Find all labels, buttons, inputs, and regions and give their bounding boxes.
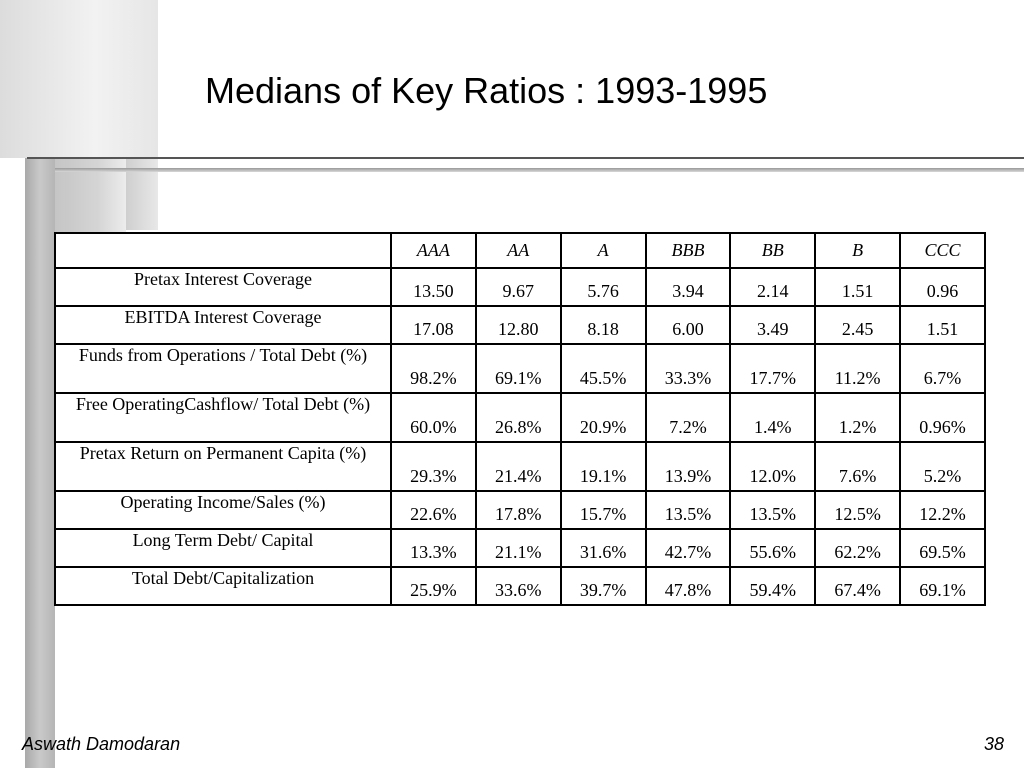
header-corner-cell <box>55 233 391 268</box>
decor-bar-left <box>25 158 55 768</box>
table-cell: 25.9% <box>391 567 476 605</box>
table-cell: 0.96% <box>900 393 985 442</box>
table-cell: 2.14 <box>730 268 815 306</box>
table-cell: 1.51 <box>815 268 900 306</box>
table-cell: 19.1% <box>561 442 646 491</box>
table-cell: 62.2% <box>815 529 900 567</box>
table-cell: 67.4% <box>815 567 900 605</box>
table-cell: 17.08 <box>391 306 476 344</box>
row-label: Total Debt/Capitalization <box>55 567 391 605</box>
table-cell: 7.6% <box>815 442 900 491</box>
table-cell: 13.5% <box>730 491 815 529</box>
table-cell: 69.5% <box>900 529 985 567</box>
table-row <box>55 268 985 306</box>
table-cell: 98.2% <box>391 344 476 393</box>
table-cell: 21.4% <box>476 442 561 491</box>
table-cell: 11.2% <box>815 344 900 393</box>
table-cell: 55.6% <box>730 529 815 567</box>
table-cell: 31.6% <box>561 529 646 567</box>
table-cell: 1.2% <box>815 393 900 442</box>
table-cell: 22.6% <box>391 491 476 529</box>
table-cell: 26.8% <box>476 393 561 442</box>
table-row <box>55 567 985 605</box>
column-header: BB <box>730 233 815 268</box>
table-cell: 69.1% <box>900 567 985 605</box>
table-cell: 29.3% <box>391 442 476 491</box>
title-divider <box>27 157 1024 159</box>
row-label: Pretax Return on Permanent Capita (%) <box>55 442 391 491</box>
row-label: Funds from Operations / Total Debt (%) <box>55 344 391 393</box>
table-cell: 39.7% <box>561 567 646 605</box>
table-cell: 13.5% <box>646 491 731 529</box>
table-row <box>55 442 985 491</box>
table-header-row <box>55 233 985 268</box>
table-cell: 3.94 <box>646 268 731 306</box>
table-cell: 13.9% <box>646 442 731 491</box>
table-cell: 7.2% <box>646 393 731 442</box>
table-cell: 47.8% <box>646 567 731 605</box>
table-cell: 33.6% <box>476 567 561 605</box>
table-cell: 1.4% <box>730 393 815 442</box>
table-row <box>55 306 985 344</box>
table-cell: 5.2% <box>900 442 985 491</box>
row-label: Long Term Debt/ Capital <box>55 529 391 567</box>
row-label: Free OperatingCashflow/ Total Debt (%) <box>55 393 391 442</box>
row-label: Operating Income/Sales (%) <box>55 491 391 529</box>
row-label: EBITDA Interest Coverage <box>55 306 391 344</box>
table-cell: 12.0% <box>730 442 815 491</box>
table-row <box>55 344 985 393</box>
table-cell: 12.5% <box>815 491 900 529</box>
footer-author: Aswath Damodaran <box>22 734 181 754</box>
table-cell: 6.00 <box>646 306 731 344</box>
column-header: B <box>815 233 900 268</box>
table-cell: 20.9% <box>561 393 646 442</box>
table-cell: 13.3% <box>391 529 476 567</box>
table-cell: 12.80 <box>476 306 561 344</box>
table-cell: 6.7% <box>900 344 985 393</box>
table-cell: 21.1% <box>476 529 561 567</box>
table-cell: 1.51 <box>900 306 985 344</box>
table-cell: 17.8% <box>476 491 561 529</box>
table-cell: 60.0% <box>391 393 476 442</box>
ratios-table <box>54 232 986 606</box>
table-row <box>55 491 985 529</box>
table-cell: 69.1% <box>476 344 561 393</box>
table-cell: 17.7% <box>730 344 815 393</box>
table-cell: 42.7% <box>646 529 731 567</box>
column-header: BBB <box>646 233 731 268</box>
table-cell: 5.76 <box>561 268 646 306</box>
table-cell: 9.67 <box>476 268 561 306</box>
table-cell: 2.45 <box>815 306 900 344</box>
table-row <box>55 393 985 442</box>
page-number: 38 <box>983 734 1004 754</box>
row-label: Pretax Interest Coverage <box>55 268 391 306</box>
column-header: A <box>561 233 646 268</box>
table-cell: 8.18 <box>561 306 646 344</box>
column-header: CCC <box>900 233 985 268</box>
column-header: AAA <box>391 233 476 268</box>
table-cell: 15.7% <box>561 491 646 529</box>
title-divider-shadow <box>55 168 1024 172</box>
table-row <box>55 529 985 567</box>
table-cell: 33.3% <box>646 344 731 393</box>
slide-title: Medians of Key Ratios : 1993-1995 <box>205 70 768 111</box>
table-cell: 13.50 <box>391 268 476 306</box>
table-cell: 59.4% <box>730 567 815 605</box>
table-cell: 45.5% <box>561 344 646 393</box>
table-cell: 0.96 <box>900 268 985 306</box>
decor-block-top-left <box>0 0 158 158</box>
table-cell: 12.2% <box>900 491 985 529</box>
column-header: AA <box>476 233 561 268</box>
table-cell: 3.49 <box>730 306 815 344</box>
